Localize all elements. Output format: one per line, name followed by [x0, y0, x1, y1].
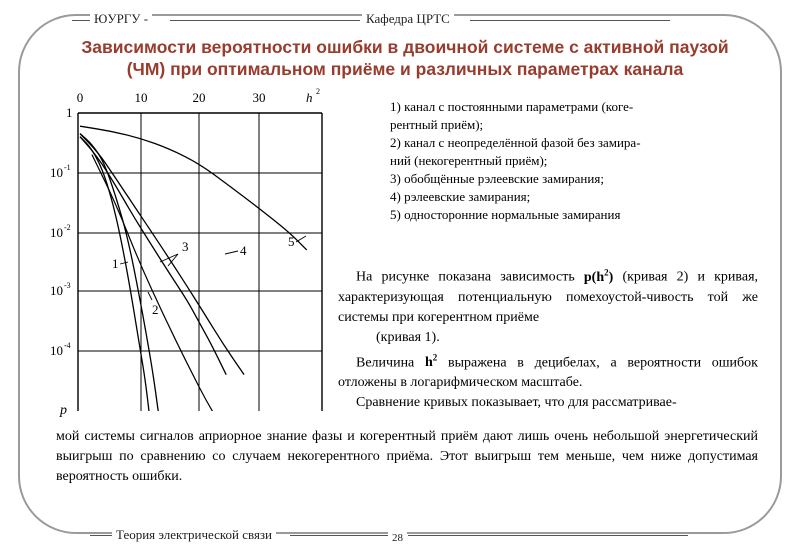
legend-line: 1) канал с постоянными параметрами (коге-	[390, 99, 634, 114]
x-tick-label: 0	[76, 90, 84, 105]
paragraph-3-start: Сравнение кривых показывает, что для рассматривае-	[356, 395, 677, 411]
curve-number-label: 4	[240, 243, 247, 258]
y-tick-label: 10	[50, 165, 63, 180]
y-tick-label: 1	[66, 105, 73, 120]
header-department: Кафедра ЦРТС	[362, 12, 454, 26]
curve-5	[80, 126, 307, 250]
y-axis-label: p	[60, 403, 67, 418]
text-run: p(h	[583, 269, 605, 285]
x-tick-label: 20	[192, 90, 206, 105]
x-axis-label-sup: 2	[316, 87, 320, 96]
y-tick-label-sup: -4	[64, 341, 71, 350]
curve-legend	[390, 98, 780, 224]
curve-number-label: 5	[288, 234, 295, 249]
chart-curves	[80, 126, 307, 553]
curve-leader-line	[148, 292, 152, 300]
y-tick-label-sup: -3	[64, 281, 71, 290]
curve-leader-line	[296, 236, 306, 242]
y-tick-label-sup: -1	[64, 163, 71, 172]
description-text	[338, 262, 758, 413]
superscript: 2	[604, 267, 609, 277]
paragraph-2	[338, 348, 758, 394]
y-tick-label: 10	[50, 225, 63, 240]
curve-number-label: 2	[152, 302, 159, 317]
footer-line-right	[408, 535, 688, 536]
legend-line: 5) односторонние нормальные замирания	[390, 207, 621, 222]
footer-line-middle	[290, 535, 390, 536]
curve-leader-line	[225, 251, 238, 254]
legend-line: 4) рэлеевские замирания;	[390, 189, 531, 204]
curve-leader-line	[120, 262, 128, 264]
paragraph-3-body: мой системы сигналов априорное знание фазы и когерентный приём дают лишь очень небольшой энергетический выигрыш по сравнению со случаем некогерентного приёма. Этот выигрыш тем меньше, чем ниже допустимая вероятность ошибки.	[56, 429, 758, 484]
tail-curve-1	[92, 155, 295, 553]
curve-number-label: 3	[182, 239, 189, 254]
superscript: 2	[432, 352, 438, 363]
header-university: ЮУРГУ -	[90, 12, 152, 26]
y-tick-label: 10	[50, 283, 63, 298]
paragraph-1-end: (кривая 1).	[376, 329, 440, 345]
text-run: На рисунке показана зависимость	[356, 269, 584, 285]
paragraph-3	[56, 427, 758, 487]
text-run: )	[608, 269, 614, 285]
text-run: (кривая 2) и кривая, характеризующая потенциальную помехоустой-чивость той же системы при когерентном приёме	[338, 269, 759, 325]
page-number: 28	[388, 531, 407, 545]
y-tick-label: 10	[50, 343, 63, 358]
text-run: h	[424, 355, 433, 371]
curve-4	[80, 134, 244, 375]
formula-bold	[424, 352, 438, 371]
footer-course: Теория электрической связи	[112, 528, 276, 542]
title-line-1: Зависимости вероятности ошибки в двоичной системе с активной паузой	[81, 37, 729, 57]
curve-3	[80, 137, 226, 375]
curve-2	[80, 134, 172, 553]
x-axis-label: h	[306, 90, 313, 105]
curve-leader-line	[160, 254, 178, 262]
text-run: выражена в децибелах, а вероятности ошибок отложены в логарифмическом масштабе.	[338, 355, 758, 391]
x-tick-label: 30	[252, 90, 266, 105]
y-tick-label-sup: -2	[64, 223, 71, 232]
text-run: Величина	[356, 355, 425, 371]
legend-line: рентный приём);	[390, 117, 484, 132]
curve-number-label: 1	[112, 256, 119, 271]
paragraph-1	[338, 262, 758, 328]
x-tick-label: 10	[134, 90, 148, 105]
legend-line: 2) канал с неопределённой фазой без замира-	[390, 135, 641, 150]
formula-bold	[583, 267, 614, 285]
legend-line: ний (некогерентный приём);	[390, 153, 548, 168]
chart-labels	[50, 87, 320, 418]
legend-line: 3) обобщённые рэлеевские замирания;	[390, 171, 604, 186]
title-line-2: (ЧМ) при оптимальном приёме и различных параметрах канала	[126, 59, 684, 79]
